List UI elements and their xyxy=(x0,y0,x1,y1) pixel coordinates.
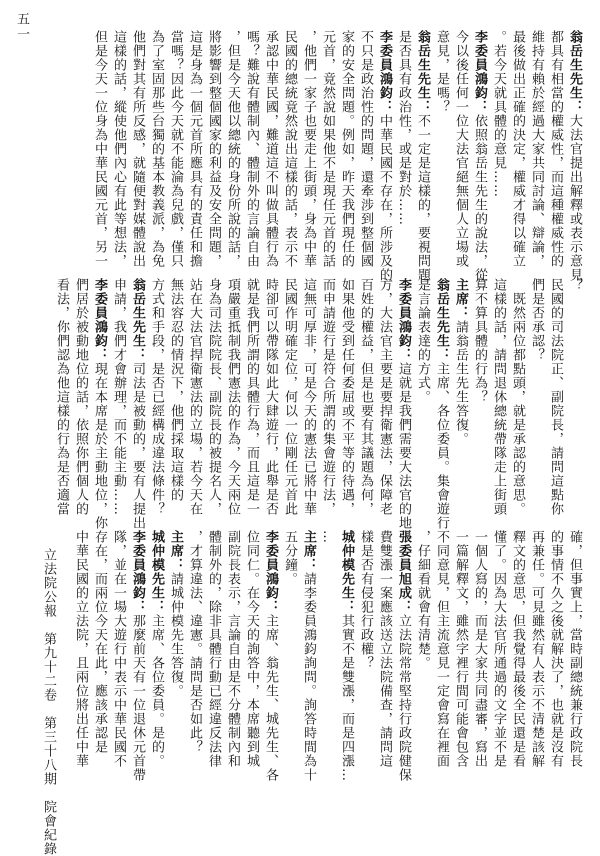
text-column xyxy=(489,30,508,268)
text-column xyxy=(527,278,546,518)
speaker-label: 李委員鴻鈞： xyxy=(130,530,145,614)
column-text: 站在大法官捍衛憲法的立場，若今天在 xyxy=(187,278,202,516)
text-column xyxy=(470,530,489,770)
text-column xyxy=(166,530,185,770)
column-text: 確，但事實上，當時副總統兼行政院長 xyxy=(567,530,582,768)
column-text: 意見，是嗎？ xyxy=(434,30,449,114)
issue-label: 第三十八期 xyxy=(41,716,56,786)
page-number: 五一 xyxy=(14,12,29,42)
column-text: 再兼任。可見雖然有人表示不清楚該解 xyxy=(529,530,544,768)
column-text: 中華民國的立法院，且兩位將出任中華 xyxy=(73,530,88,768)
publication-title: 立法院公報 xyxy=(41,548,56,618)
text-column xyxy=(413,30,432,282)
column-text: 主席、各位委員。是的。 xyxy=(149,614,164,768)
column-text: 體制外的，除非具體行動已經違反法律 xyxy=(206,530,221,768)
text-column xyxy=(147,530,166,770)
text-column xyxy=(565,30,584,282)
column-text: 而申請遊行是符合所謂的集會遊行法， xyxy=(320,278,335,516)
text-column xyxy=(508,530,527,770)
column-text: 身為司法院院長、副院長的被提名人， xyxy=(206,278,221,516)
speaker-label: 翁岳生先生： xyxy=(130,278,145,362)
text-band-bottom xyxy=(66,530,584,782)
text-column xyxy=(565,278,584,518)
text-column xyxy=(432,530,451,770)
column-text: 是言論表達的方式。 xyxy=(415,278,430,404)
column-text: 那麼前天有一位退休元首帶 xyxy=(130,614,145,782)
text-column xyxy=(451,30,470,268)
speaker-label: 主席： xyxy=(168,530,183,572)
text-column xyxy=(204,278,223,518)
text-column xyxy=(356,278,375,518)
text-column xyxy=(242,530,261,770)
speaker-label: 主席： xyxy=(301,530,316,572)
text-column xyxy=(527,530,546,770)
text-column xyxy=(299,30,318,268)
text-column xyxy=(565,530,584,770)
text-column xyxy=(280,30,299,268)
column-text: 但是今天一位身為中華民國元首，另一 xyxy=(92,30,107,268)
column-text: 釋文的意思，但我覺得最後全民還是看 xyxy=(510,530,525,768)
speaker-label: 李委員鴻鈞： xyxy=(377,30,392,114)
column-text: 維持有賴於經過大家共同討論、辯論， xyxy=(529,30,544,268)
text-column xyxy=(337,530,356,782)
column-text: 是否具有政治性，或是對於…… xyxy=(396,30,411,226)
column-text: 費雙漲一案應該送立法院備查，請問這 xyxy=(377,530,392,768)
text-column xyxy=(546,30,565,268)
text-column xyxy=(109,530,128,770)
text-column xyxy=(432,278,451,530)
text-column xyxy=(451,278,470,518)
column-text: 主席、翁先生、城先生、各 xyxy=(263,614,278,782)
column-text: ，仔細看就會有清楚。 xyxy=(415,530,430,670)
text-column xyxy=(413,530,432,770)
text-column xyxy=(223,530,242,770)
column-text: 一篇解釋文，雖然字裡行間可能會包含 xyxy=(453,530,468,768)
column-text: 元首，竟然說如果他不是現任元首的話 xyxy=(320,30,335,268)
text-column xyxy=(204,530,223,770)
column-text: 這樣的話，請問退休總統帶隊走上街頭 xyxy=(491,278,506,516)
text-column xyxy=(546,530,565,770)
column-text: 依照翁岳生先生的說法，從 xyxy=(472,114,487,282)
column-text: 方，大法官主要是要捍衛憲法，保障老 xyxy=(377,278,392,516)
text-column xyxy=(318,530,337,770)
column-text: 嗎？難說有體制內、體制外的言論自由 xyxy=(244,30,259,268)
speaker-label: 李委員鴻鈞： xyxy=(92,278,107,362)
text-column xyxy=(128,30,147,268)
column-text: 懂了。因為大法官所通過的文字並不是 xyxy=(491,530,506,768)
column-text: 位同仁。在今天的詢答中，本席聽到城 xyxy=(244,530,259,768)
speaker-label: 李委員鴻鈞： xyxy=(263,530,278,614)
column-text: 這就是我們需要大法官的地 xyxy=(396,362,411,530)
volume-label: 第九十二卷 xyxy=(41,632,56,702)
text-column xyxy=(261,278,280,518)
text-column xyxy=(394,30,413,268)
column-text: 百姓的權益，但是也要有其議題為何， xyxy=(358,278,373,516)
text-column xyxy=(470,30,489,282)
text-column xyxy=(299,530,318,782)
text-column xyxy=(185,530,204,770)
text-column xyxy=(394,278,413,530)
text-column xyxy=(394,530,413,782)
text-column xyxy=(356,30,375,268)
text-column xyxy=(508,30,527,268)
text-column xyxy=(489,530,508,770)
column-text: 這無可厚非，可是今天的憲法已將中華 xyxy=(301,278,316,516)
column-text: 家的安全問題。例如，昨天我們現任的 xyxy=(339,30,354,268)
column-text: 請翁岳生先生答復。 xyxy=(453,320,468,446)
column-text: 為了室固那些台獨的基本教義派，為免 xyxy=(149,30,164,268)
column-text: 今以後任何一位大法官絕無個人立場或 xyxy=(453,30,468,268)
column-text: 申請，我們才會辦理，而不能主動…… xyxy=(111,278,126,516)
column-text: 不只是政治性的問題，還牽涉到整個國 xyxy=(358,30,373,268)
text-band-middle xyxy=(54,278,584,530)
text-column xyxy=(204,30,223,268)
column-text: 看法，你們認為他這樣的行為是否適當 xyxy=(54,278,69,516)
text-column xyxy=(489,278,508,518)
text-column xyxy=(432,30,451,268)
speaker-label: 翁岳生先生： xyxy=(434,278,449,362)
column-text: ？ xyxy=(567,278,582,292)
text-column xyxy=(280,278,299,518)
text-column xyxy=(147,30,166,268)
column-text: 不一定是這樣的，要視問題 xyxy=(415,114,430,282)
text-column xyxy=(71,278,90,518)
text-column xyxy=(451,530,470,770)
column-text: 樣是否有侵犯行政權？ xyxy=(358,530,373,670)
text-column xyxy=(185,30,204,268)
text-column xyxy=(147,278,166,518)
column-text: 存在，而兩位今天在此，應該承認是 xyxy=(92,530,107,754)
column-text: 隊，並在一場大遊行中表示中華民國不 xyxy=(111,530,126,768)
text-column xyxy=(223,278,242,518)
text-column xyxy=(375,530,394,770)
column-text: 當嗎？因此今天就不能淪為兒戲，僅只 xyxy=(168,30,183,268)
text-column xyxy=(109,278,128,518)
column-text: 就是我們所謂的具體行為，而且這是一 xyxy=(244,278,259,516)
column-text: 這是身為一個元首所應具有的責任和擔 xyxy=(187,30,202,268)
text-column xyxy=(185,278,204,518)
column-text: 大法官提出解釋或表示意見 xyxy=(567,114,582,282)
column-text: ，才算違法、違憲。請問是否如此？ xyxy=(187,530,202,754)
text-column xyxy=(299,278,318,518)
column-text: 既然兩位都點頭，就是承認的意思。 xyxy=(510,278,525,516)
column-text: 民國的總統竟然說出這樣的話，表示不 xyxy=(282,30,297,268)
column-text: 項嚴重抵制我們憲法的作為，今天兩位 xyxy=(225,278,240,516)
column-text: 將影響到整個國家的利益及安全問題， xyxy=(206,30,221,268)
text-column xyxy=(546,278,565,518)
text-column xyxy=(470,278,489,518)
speaker-label: 城仲模先生： xyxy=(339,530,354,614)
text-column xyxy=(166,30,185,268)
column-text: 方式和手段，是否已經構成違法條件？ xyxy=(149,278,164,516)
page-header xyxy=(40,548,58,856)
text-band-top xyxy=(66,30,584,282)
text-column xyxy=(261,530,280,782)
section-label: 院會紀錄 xyxy=(41,800,56,856)
column-text: 民國的司法院正、副院長，請問這點你 xyxy=(548,278,563,516)
speaker-label: 城仲模先生： xyxy=(149,530,164,614)
column-text: 的事情不久之後就解決了，也就是沒有 xyxy=(548,530,563,768)
text-column xyxy=(413,278,432,518)
column-text: 這樣的話，縱使他們內心有此等想法， xyxy=(111,30,126,268)
speaker-label: 翁岳生先生： xyxy=(567,30,582,114)
column-text: … xyxy=(320,530,335,544)
column-text: 請城仲模先生答復。 xyxy=(168,572,183,698)
text-column xyxy=(375,278,394,518)
column-text: 現在本席是於主動地位，你 xyxy=(92,362,107,530)
speaker-label: 翁岳生先生： xyxy=(415,30,430,114)
column-text: 立法院常常堅持行政院健保 xyxy=(396,614,411,782)
column-text: ，但是今天他以總統的身份所說的話， xyxy=(225,30,240,268)
text-column xyxy=(375,30,394,282)
column-text: 承認中華民國，難道這不叫做具體行為 xyxy=(263,30,278,268)
column-text: ，他們一家子也要走上街頭，身為中華 xyxy=(301,30,316,268)
column-text: 主席、各位委員。集會遊行 xyxy=(434,362,449,530)
column-text: 時卻可以帶隊如此大肆遊行，此舉是否 xyxy=(263,278,278,516)
speaker-label: 李委員鴻鈞： xyxy=(396,278,411,362)
column-text: 請李委員鴻鈞詢問。詢答時間為十 xyxy=(301,572,316,782)
text-column xyxy=(337,278,356,518)
text-column xyxy=(52,278,71,518)
column-text: 無法容忍的情況下，他們採取這樣的 xyxy=(168,278,183,502)
column-text: 都具有相當的權威性，而這種權威性的 xyxy=(548,30,563,268)
text-column xyxy=(128,530,147,782)
speaker-label: 李委員鴻鈞： xyxy=(472,30,487,114)
text-column xyxy=(280,530,299,770)
text-column xyxy=(508,278,527,518)
column-text: 司法是被動的，要有人提出 xyxy=(130,362,145,530)
column-text: 五分鐘。 xyxy=(282,530,297,586)
text-column xyxy=(337,30,356,268)
column-text: 們是否承認？ xyxy=(529,278,544,362)
text-column xyxy=(109,30,128,268)
speaker-label: 張委員旭成： xyxy=(396,530,411,614)
column-text: 們居於被動地位的話，依照你們個人的 xyxy=(73,278,88,516)
column-text: 一個人寫的，而是大家共同盡審，寫出 xyxy=(472,530,487,768)
text-column xyxy=(318,278,337,518)
column-text: 如果他受到任何委屈或不平等的待遇， xyxy=(339,278,354,516)
column-text: 。若今天就具體的意見…… xyxy=(491,30,506,198)
text-column xyxy=(90,530,109,770)
column-text: 最後做出正確的決定，權威才得以確立 xyxy=(510,30,525,268)
column-text: 副院長表示，言論自由是不分體制內和 xyxy=(225,530,240,768)
text-column xyxy=(90,30,109,268)
text-column xyxy=(223,30,242,268)
text-column xyxy=(71,530,90,770)
text-column xyxy=(261,30,280,268)
text-column xyxy=(527,30,546,268)
column-text: 中華民國不存在，所涉及的 xyxy=(377,114,392,282)
column-text: 民國作明確定位，何以一位剛任元首此 xyxy=(282,278,297,516)
text-column xyxy=(356,530,375,770)
text-column xyxy=(242,278,261,518)
text-column xyxy=(128,278,147,530)
text-column xyxy=(242,30,261,268)
column-text: 他們對其有所反感，就隨便對媒體說出 xyxy=(130,30,145,268)
column-text: 算不算具體的行為？ xyxy=(472,278,487,404)
text-column xyxy=(90,278,109,530)
speaker-label: 主席： xyxy=(453,278,468,320)
text-column xyxy=(166,278,185,518)
text-column xyxy=(318,30,337,268)
column-text: 其實不是雙漲，而是四漲… xyxy=(339,614,354,782)
column-text: 不同意見，但主流意見一定會寫在裡面 xyxy=(434,530,449,768)
